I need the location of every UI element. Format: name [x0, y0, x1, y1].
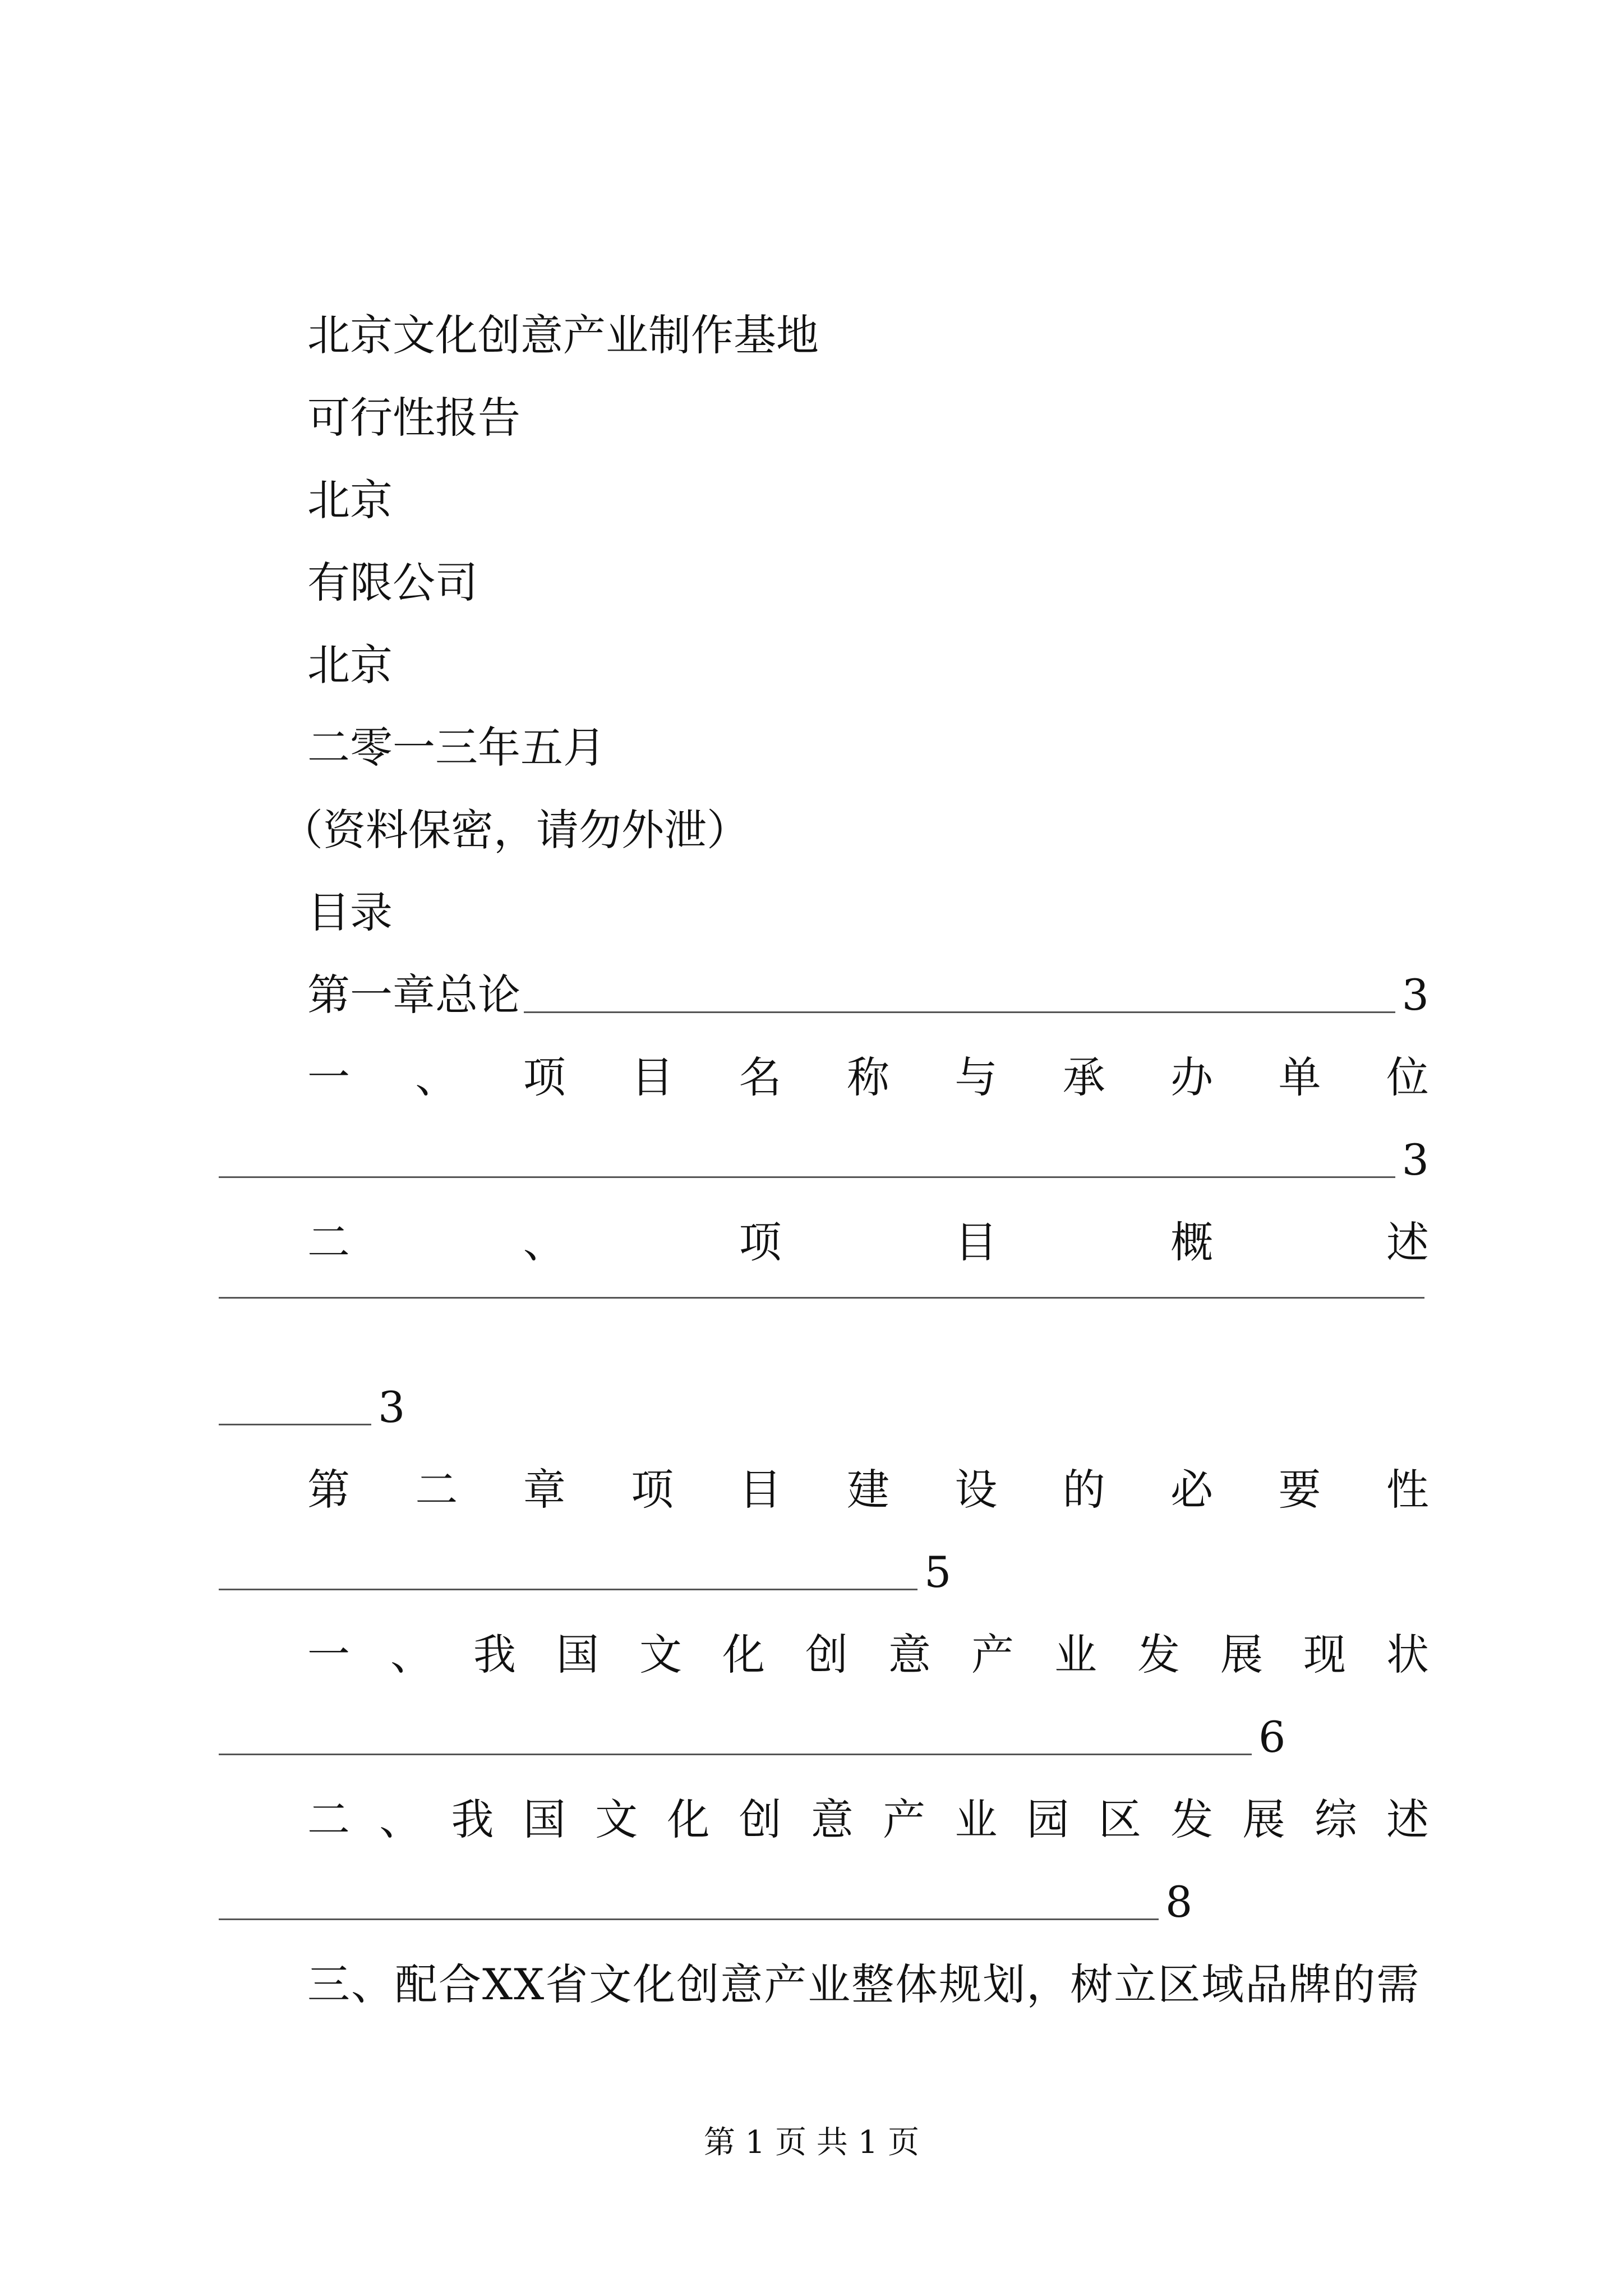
- toc-entry-char: 国: [556, 1630, 599, 1680]
- toc-entry-char: 、: [390, 1630, 433, 1680]
- toc-entry-char: 目: [955, 1217, 998, 1267]
- toc-entry-char: 、: [415, 1052, 458, 1102]
- toc-heading: 目录: [307, 887, 393, 937]
- page-footer: 第 1 页 共 1 页: [703, 2124, 920, 2161]
- toc-entry-char: 要: [1278, 1465, 1321, 1515]
- toc-entry-char: 与: [955, 1052, 998, 1102]
- toc-page-number: 5: [924, 1547, 952, 1597]
- toc-entry-char: 名: [739, 1052, 782, 1102]
- toc-entry-ch2-leader-row: [219, 1544, 951, 1600]
- toc-entry-char: 建: [846, 1465, 889, 1515]
- toc-entry-char: 园: [1026, 1795, 1069, 1844]
- toc-entry-char: 、: [523, 1217, 566, 1267]
- toc-entry-char: 位: [1386, 1052, 1429, 1102]
- toc-entry-char: 性: [1386, 1465, 1429, 1515]
- toc-entry-char: 单: [1278, 1052, 1321, 1102]
- toc-entry-char: 章: [523, 1465, 566, 1515]
- toc-entry-char: 项: [739, 1217, 782, 1267]
- toc-entry-char: 、: [379, 1795, 422, 1844]
- toc-entry-ch1-s1-leader-row: [219, 1132, 1429, 1188]
- toc-entry-char: 概: [1170, 1217, 1214, 1267]
- toc-entry-char: 述: [1386, 1795, 1429, 1844]
- toc-entry-char: 产: [883, 1795, 926, 1844]
- toc-page-number: 3: [1401, 970, 1429, 1020]
- toc-entry-char: 区: [1098, 1795, 1141, 1844]
- toc-leader: [524, 1011, 1395, 1013]
- toc-entry-char: 一: [307, 1630, 350, 1680]
- toc-page-number: 3: [378, 1382, 405, 1432]
- toc-leader: [219, 1297, 1424, 1299]
- toc-entry-char: 项: [523, 1052, 566, 1102]
- toc-entry-char: 文: [639, 1630, 682, 1680]
- toc-page-number: 8: [1165, 1877, 1193, 1927]
- toc-entry-char: 发: [1170, 1795, 1214, 1844]
- toc-entry-char: 发: [1137, 1630, 1180, 1680]
- toc-entry-ch2-s2-leader-row: [219, 1874, 1192, 1930]
- toc-entry-ch2-s1-leader-row: [219, 1709, 1285, 1765]
- toc-entry-char: 创: [739, 1795, 782, 1844]
- toc-entry-char: 综: [1314, 1795, 1357, 1844]
- toc-entry-char: 二: [307, 1795, 350, 1844]
- toc-entry-char: 业: [1054, 1630, 1097, 1680]
- company-line-2: 有限公司: [307, 558, 478, 608]
- toc-leader: [219, 1754, 1252, 1755]
- toc-entry-char: 称: [846, 1052, 889, 1102]
- toc-leader: [219, 1176, 1395, 1178]
- toc-entry-char: 设: [955, 1465, 998, 1515]
- company-line-1: 北京: [307, 475, 393, 525]
- toc-entry-char: 意: [810, 1795, 854, 1844]
- city-line: 北京: [307, 640, 393, 690]
- toc-entry-char: 国: [523, 1795, 566, 1844]
- toc-entry-char: 的: [1062, 1465, 1105, 1515]
- toc-entry-ch2-s3[interactable]: 三、配合XX省文化创意产业整体规划，树立区域品牌的需: [307, 1959, 1421, 2009]
- confidential-note: （资料保密，请勿外泄）: [280, 805, 749, 855]
- toc-leader: [219, 1589, 917, 1590]
- toc-entry-char: 一: [307, 1052, 350, 1102]
- toc-entry-char: 必: [1170, 1465, 1214, 1515]
- toc-entry-char: 业: [955, 1795, 998, 1844]
- toc-entry-char: 展: [1220, 1630, 1263, 1680]
- toc-page-number: 6: [1258, 1712, 1286, 1762]
- toc-page-number: 3: [1401, 1135, 1429, 1185]
- toc-entry-char: 化: [667, 1795, 710, 1844]
- date-line: 二零一三年五月: [307, 723, 606, 772]
- toc-entry-char: 产: [971, 1630, 1014, 1680]
- toc-entry-ch1-s2-leader-row: [219, 1379, 405, 1435]
- toc-entry-char: 二: [415, 1465, 458, 1515]
- toc-entry-char: 项: [631, 1465, 674, 1515]
- toc-entry-ch2-s1[interactable]: [307, 1627, 1429, 1683]
- toc-entry-ch2[interactable]: [307, 1462, 1429, 1518]
- toc-entry-char: 我: [473, 1630, 516, 1680]
- toc-entry-char: 状: [1386, 1630, 1429, 1680]
- toc-entry-ch2-s2[interactable]: [307, 1792, 1429, 1848]
- toc-entry-ch1-s1[interactable]: [307, 1050, 1429, 1106]
- toc-entry-char: 创: [805, 1630, 848, 1680]
- toc-entry-char: 承: [1062, 1052, 1105, 1102]
- toc-leader-full-row: [219, 1297, 1424, 1309]
- toc-entry-char: 我: [451, 1795, 494, 1844]
- toc-entry-char: 文: [595, 1795, 638, 1844]
- toc-entry-char: 化: [722, 1630, 765, 1680]
- toc-entry-char: 目: [739, 1465, 782, 1515]
- toc-leader: [219, 1918, 1159, 1920]
- toc-entry-label: 第一章总论: [307, 970, 520, 1020]
- toc-entry-char: 目: [631, 1052, 674, 1102]
- document-subtitle: 可行性报告: [307, 393, 520, 443]
- toc-entry-char: 二: [307, 1217, 350, 1267]
- toc-entry-ch1[interactable]: [307, 967, 1429, 1023]
- toc-entry-ch1-s2[interactable]: [307, 1214, 1429, 1271]
- toc-entry-char: 办: [1170, 1052, 1214, 1102]
- document-title: 北京文化创意产业制作基地: [307, 310, 819, 360]
- toc-entry-char: 展: [1242, 1795, 1285, 1844]
- toc-entry-char: 意: [888, 1630, 931, 1680]
- toc-entry-char: 述: [1386, 1217, 1429, 1267]
- toc-leader: [219, 1424, 371, 1425]
- toc-entry-char: 第: [307, 1465, 350, 1515]
- toc-entry-char: 现: [1303, 1630, 1346, 1680]
